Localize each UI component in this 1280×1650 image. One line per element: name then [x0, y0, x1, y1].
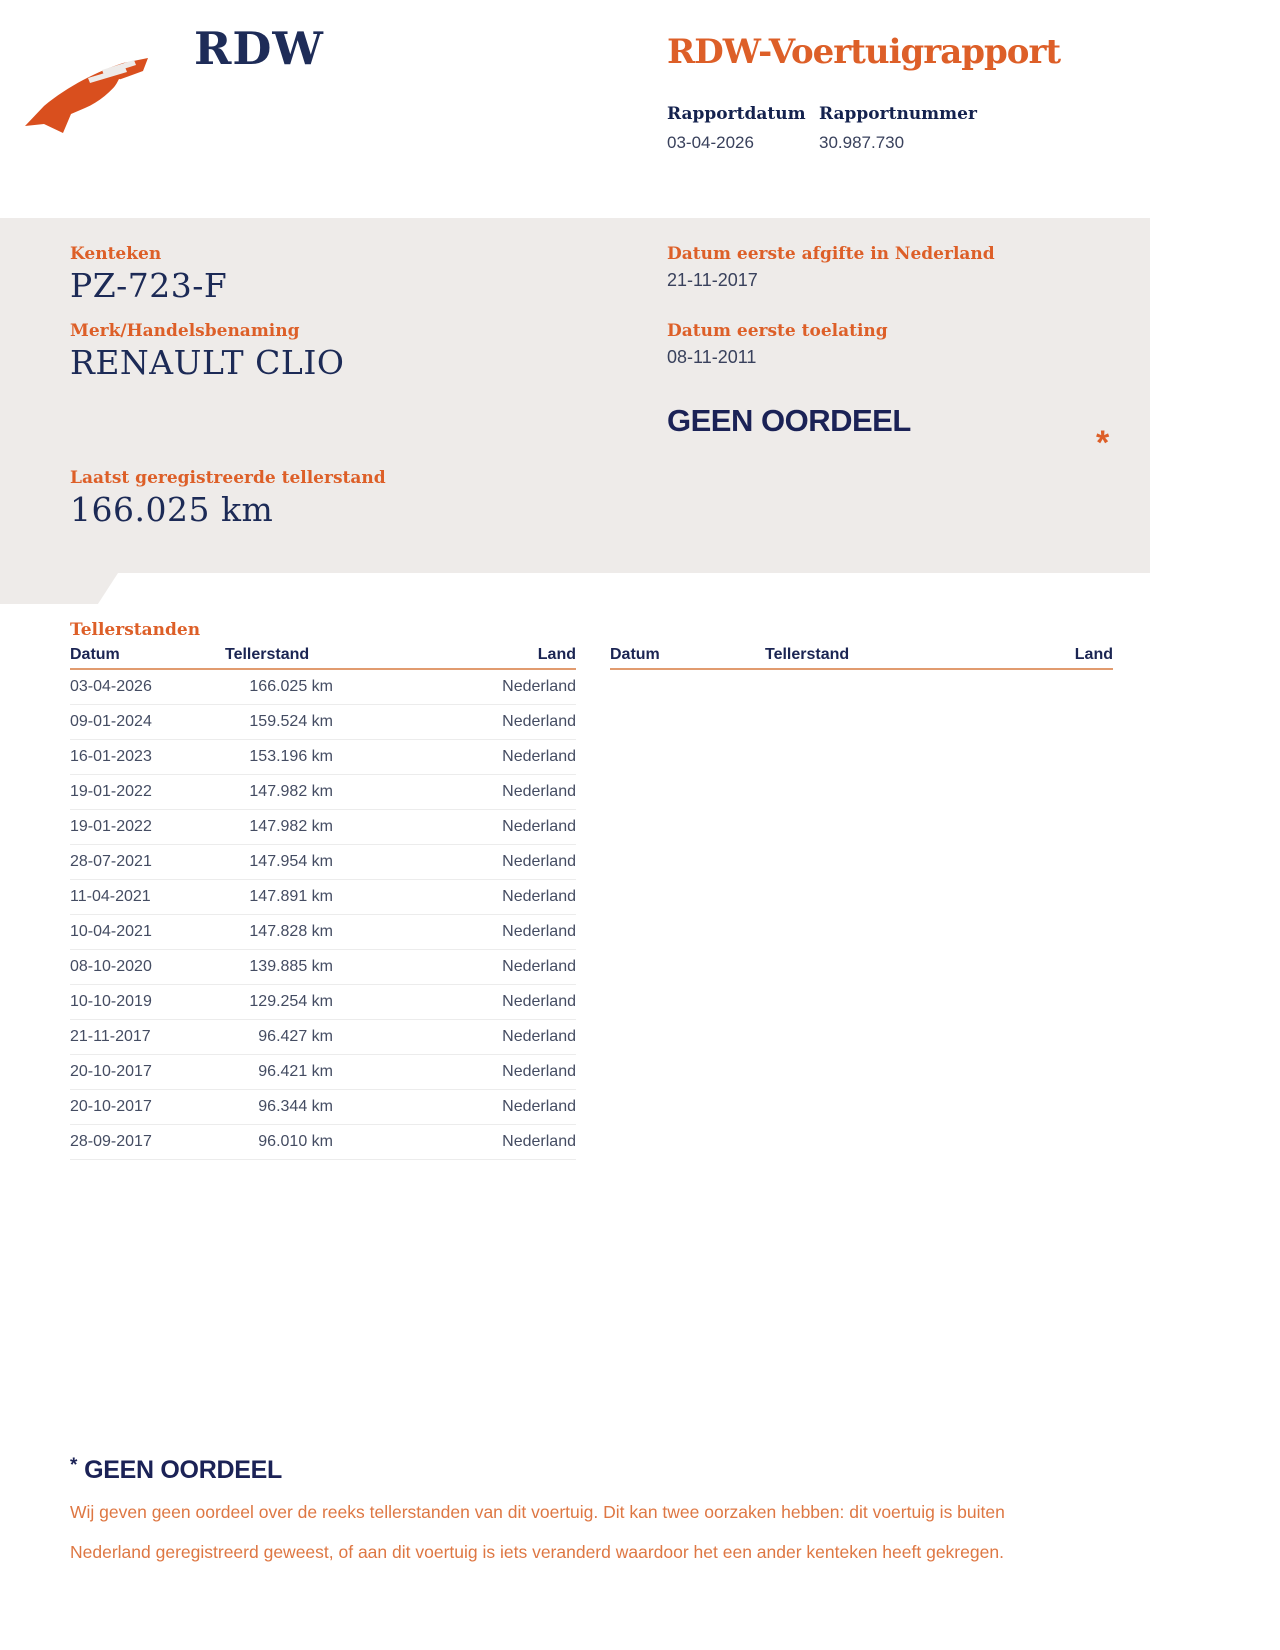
table-cell: 166.025 km [249, 678, 333, 695]
table-cell: 21-11-2017 [70, 1028, 151, 1045]
table-row [70, 775, 576, 810]
tellerstanden-section-title: Tellerstanden [70, 620, 201, 640]
table-cell: Nederland [502, 853, 576, 870]
table-cell: 19-01-2022 [70, 818, 152, 835]
afgifte-label: Datum eerste afgifte in Nederland [667, 244, 995, 264]
merk-label: Merk/Handelsbenaming [70, 321, 300, 341]
table-body [70, 670, 576, 1160]
footnote-asterisk: * [70, 1455, 78, 1476]
table-cell: Nederland [502, 888, 576, 905]
table-cell: 20-10-2017 [70, 1063, 152, 1080]
table-header-row [610, 643, 1113, 670]
table-cell: Nederland [502, 958, 576, 975]
table-cell: 03-04-2026 [70, 678, 152, 695]
table-row [70, 880, 576, 915]
odometer-table-left [70, 643, 576, 1160]
table-cell: 147.828 km [249, 923, 333, 940]
table-row [70, 1055, 576, 1090]
table-cell: 147.954 km [249, 853, 333, 870]
report-number-value: 30.987.730 [819, 133, 905, 152]
table-row [70, 915, 576, 950]
table-cell: 20-10-2017 [70, 1098, 152, 1115]
table-cell: 147.982 km [249, 818, 333, 835]
tellerstand-value: 166.025 km [70, 490, 274, 529]
panel-tail-shape [0, 573, 118, 604]
table-cell: Nederland [502, 818, 576, 835]
table-row [70, 845, 576, 880]
table-cell: 147.891 km [249, 888, 333, 905]
rdw-logo-text: RDW [194, 22, 324, 75]
table-cell: Nederland [502, 993, 576, 1010]
table-cell: 159.524 km [249, 713, 333, 730]
table-cell: 28-09-2017 [70, 1133, 152, 1150]
table-cell: Nederland [502, 1028, 576, 1045]
column-header-tellerstand: Tellerstand [225, 646, 310, 663]
footnote-title-text: GEEN OORDEEL [84, 1456, 282, 1484]
table-cell: 96.344 km [258, 1098, 333, 1115]
table-cell: 10-04-2021 [70, 923, 152, 940]
table-cell: 08-10-2020 [70, 958, 152, 975]
kenteken-label: Kenteken [70, 244, 162, 264]
table-cell: Nederland [502, 1133, 576, 1150]
table-row [70, 1090, 576, 1125]
odometer-table-right [610, 643, 1113, 670]
table-cell: 129.254 km [249, 993, 333, 1010]
toelating-label: Datum eerste toelating [667, 321, 888, 341]
table-cell: Nederland [502, 748, 576, 765]
footnote-title [70, 1455, 282, 1485]
table-cell: 19-01-2022 [70, 783, 152, 800]
table-cell: 153.196 km [249, 748, 333, 765]
table-row [70, 810, 576, 845]
table-cell: 28-07-2021 [70, 853, 152, 870]
merk-value: RENAULT CLIO [70, 343, 345, 382]
column-header-land: Land [1074, 646, 1113, 663]
table-header-row [70, 643, 576, 670]
rdw-logo-icon [22, 46, 150, 134]
table-cell: Nederland [502, 783, 576, 800]
report-meta [667, 104, 977, 153]
kenteken-value: PZ-723-F [70, 266, 228, 305]
table-cell: 96.427 km [258, 1028, 333, 1045]
table-cell: 139.885 km [249, 958, 333, 975]
table-cell: 96.010 km [258, 1133, 333, 1150]
page-title: RDW-Voertuigrapport [667, 32, 1061, 72]
table-cell: 09-01-2024 [70, 713, 152, 730]
table-row [70, 1020, 576, 1055]
vehicle-summary-panel [0, 218, 1150, 573]
table-cell: Nederland [502, 1063, 576, 1080]
table-row [70, 740, 576, 775]
table-cell: Nederland [502, 1098, 576, 1115]
column-header-land: Land [537, 646, 576, 663]
table-cell: 11-04-2021 [70, 888, 151, 905]
table-cell: Nederland [502, 923, 576, 940]
tellerstand-label: Laatst geregistreerde tellerstand [70, 468, 386, 488]
report-number-label: Rapportnummer [819, 104, 977, 124]
table-cell: Nederland [502, 713, 576, 730]
table-cell: 96.421 km [258, 1063, 333, 1080]
column-header-datum: Datum [70, 646, 120, 663]
table-row [70, 670, 576, 705]
column-header-tellerstand: Tellerstand [765, 646, 850, 663]
table-row [70, 705, 576, 740]
toelating-value: 08-11-2011 [667, 347, 757, 367]
table-row [70, 1125, 576, 1160]
afgifte-value: 21-11-2017 [667, 270, 758, 290]
table-row [70, 950, 576, 985]
table-cell: 16-01-2023 [70, 748, 152, 765]
table-cell: Nederland [502, 678, 576, 695]
column-header-datum: Datum [610, 646, 660, 663]
report-date-label: Rapportdatum [667, 104, 806, 124]
verdict-asterisk: * [1096, 424, 1110, 462]
report-date-value: 03-04-2026 [667, 133, 754, 152]
table-cell: 10-10-2019 [70, 993, 152, 1010]
table-row [70, 985, 576, 1020]
footnote-body: Wij geven geen oordeel over de reeks tellerstanden van dit voertuig. Dit kan twee oorzaken hebben: dit voertuig is buiten Nederland geregistreerd geweest, of aan dit voertuig is iets veranderd waardoor het een ander kenteken heeft gekregen. [70, 1502, 1005, 1562]
table-cell: 147.982 km [249, 783, 333, 800]
verdict-text: GEEN OORDEEL [667, 403, 911, 438]
